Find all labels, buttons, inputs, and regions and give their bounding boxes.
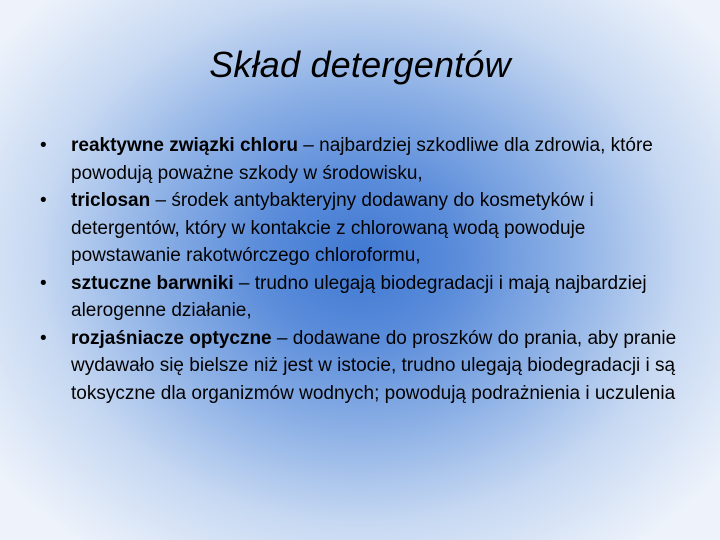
bullet-text: – najbardziej szkodliwe dla zdrowia, które powodują poważne szkody w środowisku, — [71, 135, 653, 184]
bullet-item-artificial-dyes — [40, 270, 690, 325]
bullet-term: reaktywne związki chloru — [71, 135, 299, 156]
bullet-item-triclosan — [40, 187, 690, 270]
bullet-term: sztuczne barwniki — [71, 272, 234, 294]
bullet-item-reactive-chlorine — [40, 132, 690, 187]
bullet-item-optical-brighteners — [40, 325, 690, 408]
slide-title: Skład detergentów — [209, 44, 511, 85]
bullet-text: – środek antybakteryjny dodawany do kosmetyków i detergentów, który w kontakcie z chlorowaną wodą powoduje powstawanie rakotwórczego chloroformu, — [71, 190, 594, 266]
bullet-text: – trudno ulegają biodegradacji i mają najbardziej alerogenne działanie, — [71, 272, 647, 321]
bullet-dot-icon: • — [40, 272, 47, 294]
bullet-dot-icon: • — [40, 190, 47, 211]
bullet-dot-icon: • — [40, 327, 47, 349]
bullet-term: triclosan — [71, 190, 151, 211]
bullet-dot-icon: • — [40, 135, 47, 156]
bullet-list — [40, 132, 690, 407]
bullet-text: – dodawane do proszków do prania, aby pranie wydawało się bielsze niż jest w istocie, trudno ulegają biodegradacji i są toksyczne dla organizmów wodnych; powodują podrażnienia i uczulenia — [71, 327, 677, 404]
bullet-term: rozjaśniacze optyczne — [71, 327, 272, 349]
